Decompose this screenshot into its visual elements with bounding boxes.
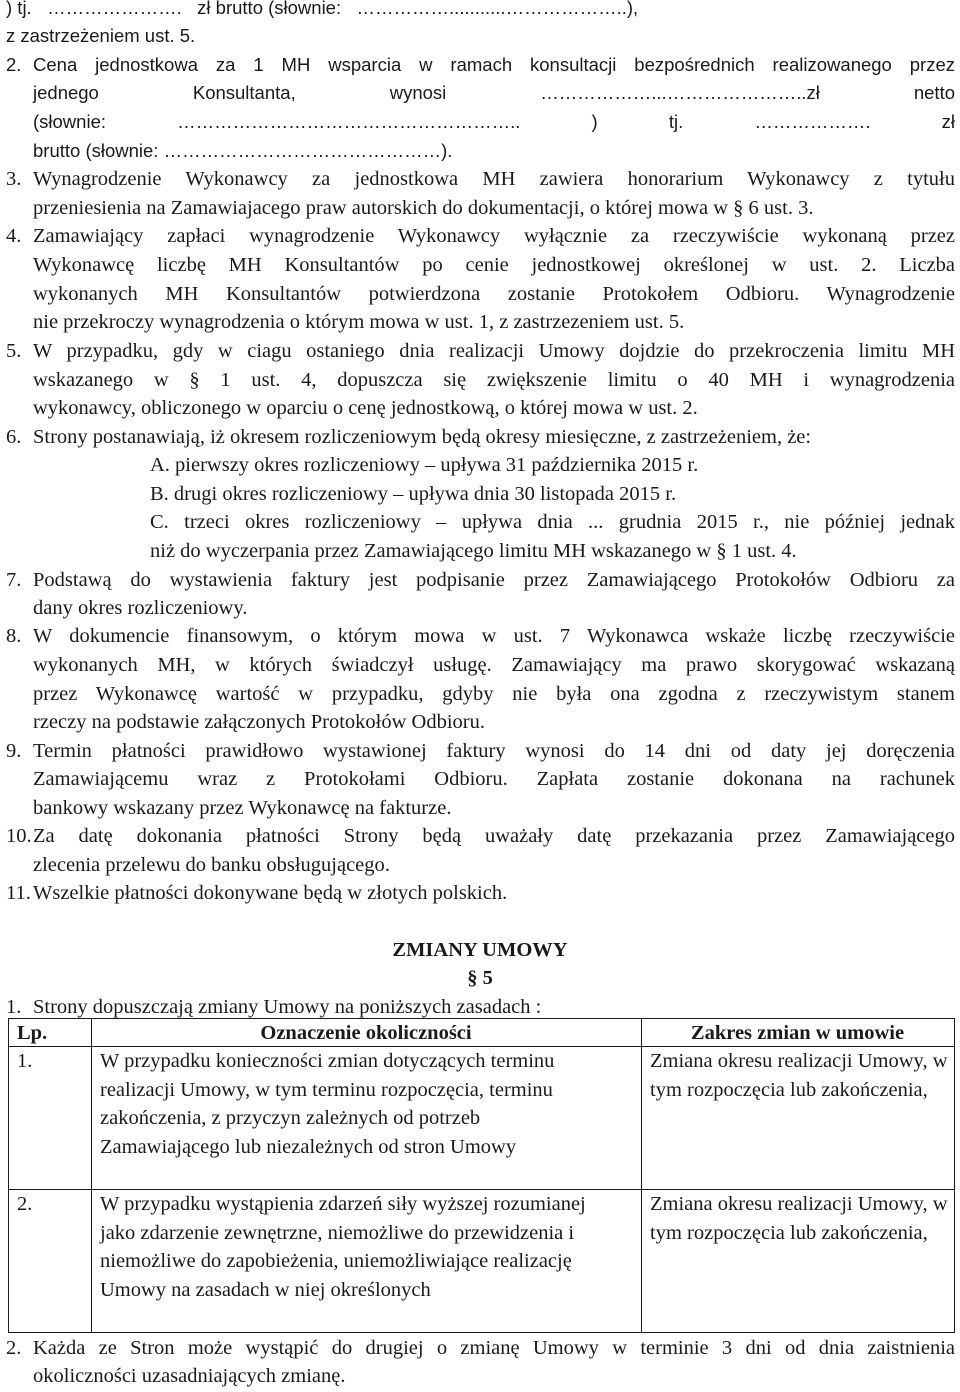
table-border bbox=[8, 1332, 955, 1333]
text-line: Podstawą do wystawienia faktury jest podpisanie przez Zamawiającego Protokołów Odbioru za bbox=[33, 569, 955, 591]
text-line: Termin płatności prawidłowo wystawionej faktury wynosi do 14 dni od daty jej doręczenia bbox=[33, 740, 955, 762]
sub-item: C. trzeci okres rozliczeniowy – upływa dnia ... grudnia 2015 r., nie później jednak bbox=[150, 511, 955, 533]
table-cell-scope: Zmiana okresu realizacji Umowy, w tym rozpoczęcia lub zakończenia, bbox=[650, 1050, 948, 1101]
text-line: Za datę dokonania płatności Strony będą uważały datę przekazania przez Zamawiającego bbox=[33, 825, 955, 847]
list-number: 1. bbox=[6, 996, 22, 1018]
list-number: 2. bbox=[6, 1337, 22, 1359]
sub-item: B. drugi okres rozliczeniowy – upływa dnia 30 listopada 2015 r. bbox=[150, 483, 677, 505]
text-line: brutto (słownie: ………………………………………). bbox=[33, 140, 453, 161]
text-line: zlecenia przelewu do banku obsługującego. bbox=[33, 854, 390, 876]
text-line: W przypadku, gdy w ciagu ostaniego dnia realizacji Umowy dojdzie do przekroczenia limitu MH bbox=[33, 340, 955, 362]
table-border bbox=[641, 1018, 642, 1333]
list-number: 4. bbox=[6, 225, 22, 247]
text-line: wykonanych MH Konsultantów potwierdzona zostanie Protokołem Odbioru. Wynagrodzenie bbox=[33, 283, 955, 305]
text-line: nie przekroczy wynagrodzenia o którym mowa w ust. 1, z zastrzezeniem ust. 5. bbox=[33, 311, 685, 333]
text-line: Każda ze Stron może wystąpić do drugiej o zmianę Umowy w terminie 3 dni od dnia zaistnienia bbox=[33, 1337, 955, 1359]
list-number: 9. bbox=[6, 740, 22, 762]
text-line: okoliczności uzasadniających zmianę. bbox=[33, 1365, 346, 1387]
list-number: 7. bbox=[6, 569, 22, 591]
table-cell-scope: Zmiana okresu realizacji Umowy, w tym rozpoczęcia lub zakończenia, bbox=[650, 1193, 948, 1244]
text-line: Cena jednostkowa za 1 MH wsparcia w ramach konsultacji bezpośrednich realizowanego przez bbox=[33, 54, 955, 75]
text-line: z zastrzeżeniem ust. 5. bbox=[6, 25, 196, 46]
text-line: (słownie: ……………………………………………….. ) tj. ………………. zł bbox=[33, 111, 955, 132]
table-border bbox=[91, 1018, 92, 1333]
text-line: Zamawiającemu wraz z Protokołami Odbioru. Zapłata zostanie dokonana na rachunek bbox=[33, 768, 955, 790]
table-header-scope: Zakres zmian w umowie bbox=[690, 1022, 905, 1044]
list-number: 10. bbox=[6, 825, 32, 847]
text-line: przeniesienia na Zamawiajacego praw autorskich do dokumentacji, o której mowa w § 6 ust. 3. bbox=[33, 197, 814, 219]
list-number: 5. bbox=[6, 340, 22, 362]
text-line: Zamawiający zapłaci wynagrodzenie Wykonawcy wyłącznie za rzeczywiście wykonaną przez bbox=[33, 225, 955, 247]
list-number: 8. bbox=[6, 625, 22, 647]
text-line: Strony dopuszczają zmiany Umowy na poniższych zasadach : bbox=[33, 996, 542, 1018]
text-line: Wynagrodzenie Wykonawcy za jednostkowa MH zawiera honorarium Wykonawcy z tytułu bbox=[33, 168, 955, 190]
text-line: wykonawcy, obliczonego w oparciu o cenę jednostkową, o której mowa w ust. 2. bbox=[33, 397, 698, 419]
text-line: dany okres rozliczeniowy. bbox=[33, 597, 248, 619]
text-line: Wykonawcę liczbę MH Konsultantów po cenie jednostkowej określonej w ust. 2. Liczba bbox=[33, 254, 955, 276]
table-cell-circumstance: W przypadku wystąpienia zdarzeń siły wyższej rozumianej jako zdarzenie zewnętrzne, niemożliwe do przewidzenia i niemożliwe do zapobieżenia, uniemożliwiające realizację Umowy na zasadach w niej określonych bbox=[100, 1193, 586, 1301]
section-paragraph-number: § 5 bbox=[467, 967, 493, 989]
text-line: W dokumencie finansowym, o którym mowa w ust. 7 Wykonawca wskaże liczbę rzeczywiście bbox=[33, 625, 955, 647]
table-cell-lp: 2. bbox=[17, 1193, 33, 1215]
text-line: przez Wykonawcę wartość w przypadku, gdyby nie była ona zgodna z rzeczywistym stanem bbox=[33, 683, 955, 705]
text-line: Wszelkie płatności dokonywane będą w złotych polskich. bbox=[33, 882, 508, 904]
text-line: rzeczy na podstawie załączonych Protokołów Odbioru. bbox=[33, 711, 485, 733]
text-line: Strony postanawiają, iż okresem rozliczeniowym będą okresy miesięczne, z zastrzeżeniem, że: bbox=[33, 426, 812, 448]
section-title: ZMIANY UMOWY bbox=[392, 939, 568, 961]
table-header-circumstance: Oznaczenie okoliczności bbox=[260, 1022, 472, 1044]
list-number: 3. bbox=[6, 168, 22, 190]
list-number: 2. bbox=[6, 54, 22, 75]
sub-item: niż do wyczerpania przez Zamawiającego limitu MH wskazanego w § 1 ust. 4. bbox=[150, 540, 797, 562]
table-cell-lp: 1. bbox=[17, 1050, 33, 1072]
text-line: wykonanych MH, w których świadczył usługę. Zamawiający ma prawo skorygować wskazaną bbox=[33, 654, 955, 676]
text-line: jednego Konsultanta, wynosi ………………...…………………..zł netto bbox=[33, 82, 955, 103]
table-border bbox=[954, 1018, 955, 1333]
list-number: 11. bbox=[6, 882, 31, 904]
text-line: wskazanego w § 1 ust. 4, dopuszcza się zwiększenie limitu o 40 MH i wynagrodzenia bbox=[33, 369, 955, 391]
table-border bbox=[8, 1018, 9, 1333]
table-header-lp: Lp. bbox=[17, 1022, 48, 1044]
table-cell-circumstance: W przypadku konieczności zmian dotyczących terminu realizacji Umowy, w tym terminu rozpoczęcia, terminu zakończenia, z przyczyn zależnych od potrzeb Zamawiającego lub niezależnych od stron Umowy bbox=[100, 1050, 555, 1158]
text-line: bankowy wskazany przez Wykonawcę na fakturze. bbox=[33, 797, 452, 819]
text-line: ) tj. …………………. zł brutto (słownie: ……………...........………………..), bbox=[6, 0, 639, 18]
list-number: 6. bbox=[6, 426, 22, 448]
sub-item: A. pierwszy okres rozliczeniowy – upływa 31 października 2015 r. bbox=[150, 454, 699, 476]
